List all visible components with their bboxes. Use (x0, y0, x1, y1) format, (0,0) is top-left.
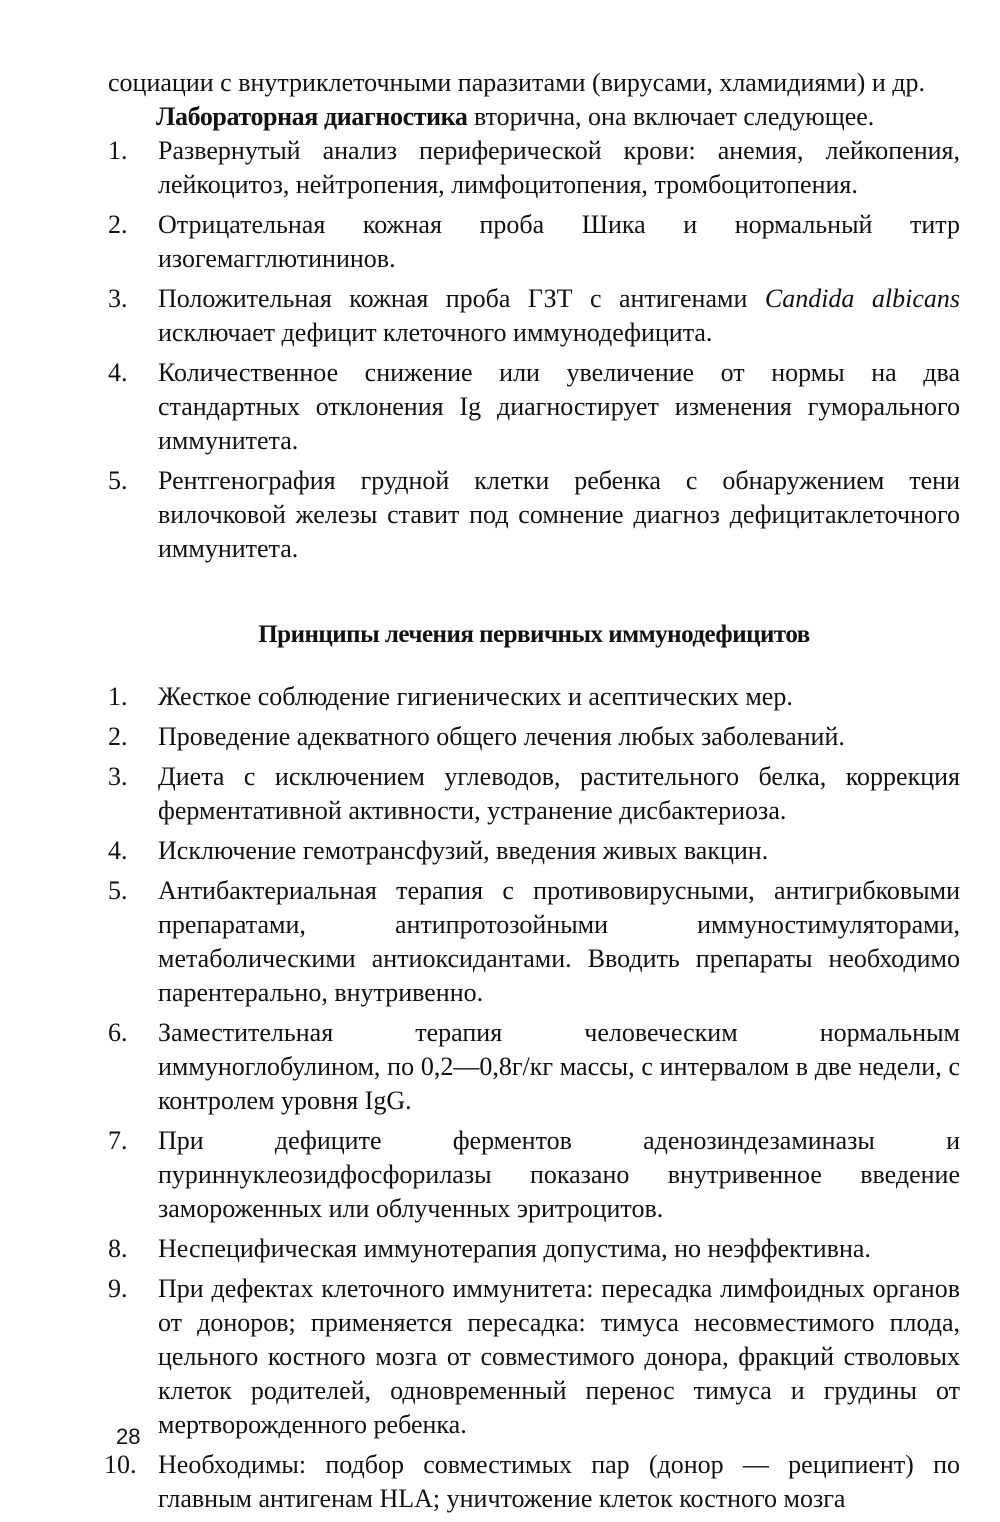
item-number: 3. (108, 284, 128, 313)
page-body (104, 66, 960, 1522)
item-text: При дефиците ферментов аденозиндезаминазы и пуриннуклеозидфосфорилазы показано внутривенное введение замороженных или облученных эритроцитов. (158, 1126, 960, 1223)
item-number: 2. (108, 210, 128, 239)
page-number: 28 (116, 1424, 141, 1449)
item-text: Жесткое соблюдение гигиенических и асептических мер. (158, 682, 793, 711)
item-text-after: исключает дефицит клеточного иммунодефицита. (158, 318, 713, 347)
item-text: Необходимы: подбор совместимых пар (донор — реципиент) по главным антигенам HLA; уничтожение клеток костного мозга (158, 1450, 960, 1513)
item-number: 8. (108, 1234, 128, 1263)
list-item (108, 464, 960, 566)
item-text: При дефектах клеточного иммунитета: пересадка лимфоидных органов от доноров; применяется пересадка: тимуса несовместимого плода, цельного костного мозга от совместимого донора, фракций стволовых клеток родителей, одновременный перенос тимуса и грудины от мертворожденного ребенка. (158, 1274, 960, 1439)
list-item (108, 760, 960, 828)
item-number: 4. (108, 836, 128, 865)
item-text: Заместительная терапия человеческим нормальным иммуноглобулином, по 0,2—0,8г/кг массы, с интервалом в две недели, с контролем уровня IgG. (158, 1018, 960, 1115)
list-item (108, 1016, 960, 1118)
list-item (108, 1124, 960, 1226)
item-text (158, 284, 960, 347)
lab-diagnostics-intro (108, 100, 960, 134)
treatment-list (104, 680, 960, 1516)
list-item (108, 282, 960, 350)
list-item (108, 874, 960, 1010)
list-item (108, 680, 960, 714)
item-text: Развернутый анализ периферической крови: анемия, лейкопения, лейкоцитоз, нейтропения, лимфоцитопения, тромбоцитопения. (158, 136, 960, 199)
list-item (108, 1272, 960, 1442)
item-number: 9. (108, 1274, 128, 1303)
item-text: Антибактериальная терапия с противовирусными, антигрибковыми препаратами, антипротозойными иммуностимуляторами, метаболическими антиоксидантами. Вводить препараты необходимо парентерально, внутривенно. (158, 876, 960, 1007)
item-number: 5. (108, 466, 128, 495)
item-text: Диета с исключением углеводов, растительного белка, коррекция ферментативной активности, устранение дисбактериоза. (158, 762, 960, 825)
item-number: 10. (104, 1450, 137, 1479)
list-item (108, 720, 960, 754)
list-item (108, 834, 960, 868)
item-number: 1. (108, 682, 128, 711)
item-number: 1. (108, 136, 128, 165)
list-item (108, 1232, 960, 1266)
item-number: 2. (108, 722, 128, 751)
lab-diagnostics-intro-text: вторична, она включает следующее. (467, 102, 875, 131)
lab-diagnostics-list (108, 134, 960, 566)
item-number: 7. (108, 1126, 128, 1155)
item-text: Отрицательная кожная проба Шика и нормальный титр изогемагглютининов. (158, 210, 960, 273)
item-text: Проведение адекватного общего лечения любых заболеваний. (158, 722, 845, 751)
item-number: 3. (108, 762, 128, 791)
item-text-before: Положительная кожная проба ГЗТ с антигенами (158, 284, 765, 313)
list-item (108, 134, 960, 202)
species-name: Candida albicans (764, 284, 960, 313)
list-item (104, 1448, 960, 1516)
item-text: Неспецифическая иммунотерапия допустима, но неэффективна. (158, 1234, 871, 1263)
item-text: Рентгенография грудной клетки ребенка с обнаружением тени вилочковой железы ставит под сомнение диагноз дефицитаклеточного иммунитета. (158, 466, 960, 563)
item-text: Количественное снижение или увеличение от нормы на два стандартных отклонения Ig диагностирует изменения гуморального иммунитета. (158, 358, 960, 455)
lab-diagnostics-heading: Лабораторная диагностика (156, 102, 468, 131)
paragraph-continuation: социации с внутриклеточными паразитами (вирусами, хламидиями) и др. (108, 68, 925, 97)
item-number: 5. (108, 876, 128, 905)
item-text: Исключение гемотрансфузий, введения живых вакцин. (158, 836, 769, 865)
item-number: 6. (108, 1018, 128, 1047)
section-title: Принципы лечения первичных иммунодефицитов (258, 621, 810, 648)
list-item (108, 208, 960, 276)
list-item (108, 356, 960, 458)
item-number: 4. (108, 358, 128, 387)
